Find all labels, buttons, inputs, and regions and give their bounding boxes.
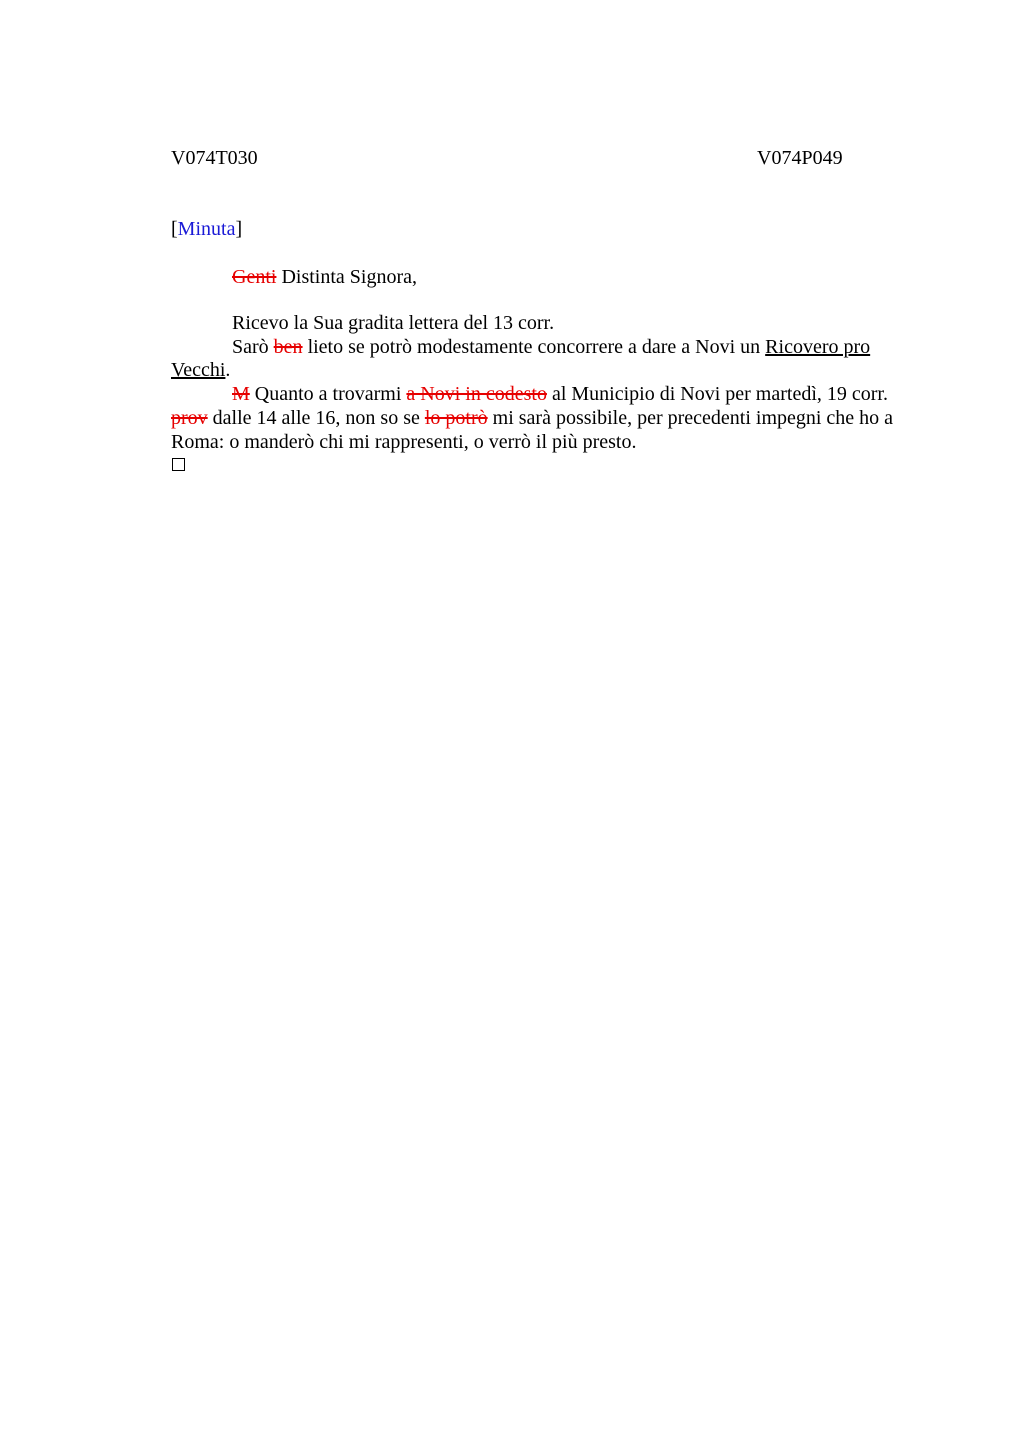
- minuta-label: Minuta: [177, 218, 236, 240]
- deleted-word: ben: [273, 335, 303, 358]
- minuta-annotation: [171, 217, 242, 241]
- letter-body: [171, 312, 923, 454]
- salutation: [232, 265, 417, 289]
- deleted-word: Genti: [232, 266, 277, 288]
- text-run: .: [225, 359, 231, 382]
- paragraph-1: Ricevo la Sua gradita lettera del 13 corr.: [232, 312, 555, 334]
- text-run: dalle 14 alle 16, non so se: [207, 406, 425, 429]
- text-run: al Municipio di Novi per martedì, 19 corr.: [546, 383, 888, 406]
- salutation-text: Distinta Signora,: [276, 266, 417, 288]
- text-run: Quanto a trovarmi: [249, 383, 407, 406]
- document-code-left: V074T030: [171, 147, 258, 169]
- end-marker-box-icon: [172, 458, 185, 471]
- deleted-word: M: [232, 383, 250, 406]
- deleted-phrase: lo potrò: [424, 406, 488, 429]
- paragraph-2: [171, 336, 923, 383]
- text-run: lieto se potrò modestamente concorrere a dare a Novi un: [302, 335, 766, 358]
- document-code-right: V074P049: [757, 147, 843, 169]
- deleted-word: prov: [171, 406, 208, 429]
- underlined-text: Ricovero pro Vecchi: [171, 335, 871, 382]
- document-page: [171, 0, 931, 1450]
- bracket-close: ]: [235, 218, 243, 240]
- text-run: mi sarà possibile, per precedenti impegni che ho a Roma: o manderò chi mi rappresenti, o verrò il più presto.: [171, 406, 894, 453]
- deleted-phrase: a Novi in codesto: [406, 383, 547, 406]
- text-run: Sarò: [232, 335, 274, 358]
- bracket-open: [: [171, 218, 178, 240]
- paragraph-3: [171, 383, 923, 454]
